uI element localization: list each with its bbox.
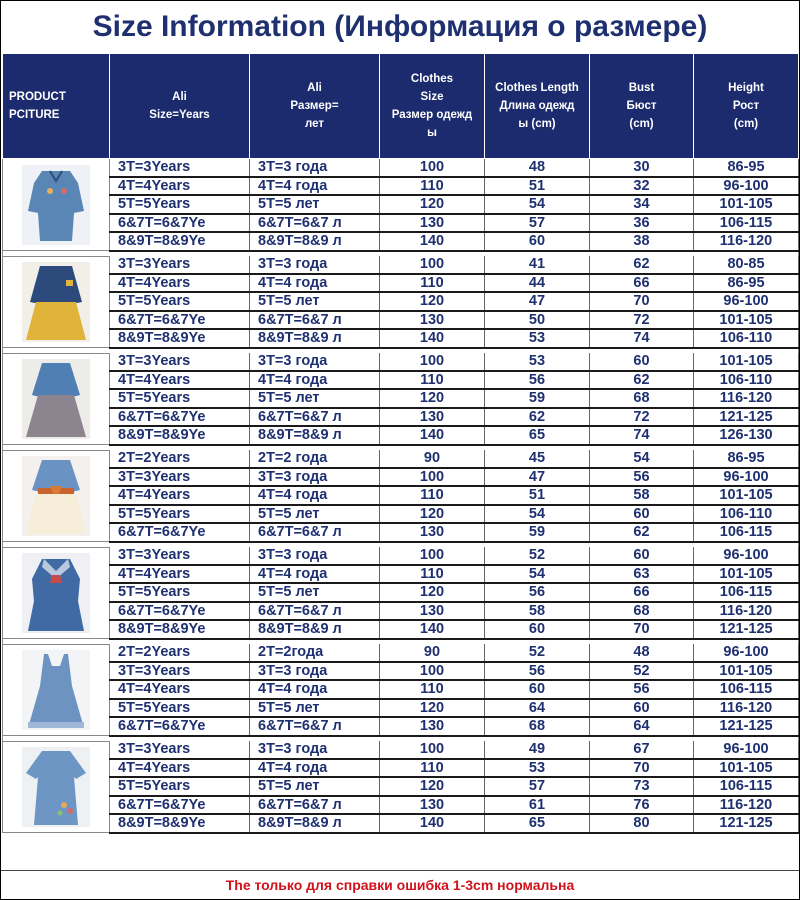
cell-bust: 80	[590, 814, 694, 833]
cell-height: 116-120	[694, 232, 799, 251]
cell-size-years: 4T=4Years	[110, 565, 250, 584]
cell-height: 80-85	[694, 256, 799, 274]
cell-size-years: 8&9T=8&9Ye	[110, 426, 250, 445]
table-row	[3, 274, 799, 293]
cell-height: 116-120	[694, 699, 799, 718]
cell-clothes-size: 120	[380, 389, 485, 408]
cell-clothes-size: 90	[380, 450, 485, 468]
table-row	[3, 292, 799, 311]
cell-size-years: 6&7T=6&7Ye	[110, 408, 250, 427]
table-row	[3, 426, 799, 445]
cell-bust: 72	[590, 408, 694, 427]
cell-length: 56	[485, 371, 590, 390]
cell-size-years: 6&7T=6&7Ye	[110, 523, 250, 542]
table-row	[3, 450, 799, 468]
header-ali-size-years	[110, 54, 250, 159]
cell-size-let: 4T=4 года	[250, 680, 380, 699]
cell-length: 52	[485, 644, 590, 662]
cell-length: 41	[485, 256, 590, 274]
header-line: Height	[728, 82, 764, 94]
cell-clothes-size: 140	[380, 426, 485, 445]
cell-size-let: 4T=4 года	[250, 274, 380, 293]
cell-height: 116-120	[694, 796, 799, 815]
cell-size-years: 3T=3Years	[110, 662, 250, 681]
cell-clothes-size: 100	[380, 741, 485, 759]
cell-height: 96-100	[694, 292, 799, 311]
table-row	[3, 620, 799, 639]
cell-size-let: 5T=5 лет	[250, 505, 380, 524]
cell-size-let: 6&7T=6&7 л	[250, 717, 380, 736]
cell-size-let: 3T=3 года	[250, 662, 380, 681]
cell-bust: 74	[590, 329, 694, 348]
size-table	[2, 53, 799, 834]
header-line: Size	[420, 91, 444, 103]
table-row	[3, 177, 799, 196]
cell-bust: 62	[590, 256, 694, 274]
cell-size-years: 8&9T=8&9Ye	[110, 232, 250, 251]
cell-bust: 58	[590, 486, 694, 505]
cell-height: 101-105	[694, 486, 799, 505]
cell-length: 65	[485, 814, 590, 833]
cell-clothes-size: 100	[380, 547, 485, 565]
table-row	[3, 796, 799, 815]
cell-size-let: 6&7T=6&7 л	[250, 796, 380, 815]
cell-height: 106-110	[694, 505, 799, 524]
cell-size-years: 6&7T=6&7Ye	[110, 214, 250, 233]
cell-size-years: 3T=3Years	[110, 353, 250, 371]
table-row	[3, 583, 799, 602]
table-row	[3, 371, 799, 390]
cell-height: 106-115	[694, 214, 799, 233]
denim-embroidered-dress-photo-icon	[3, 741, 110, 833]
cell-size-let: 5T=5 лет	[250, 699, 380, 718]
cell-bust: 73	[590, 777, 694, 796]
cell-size-let: 4T=4 года	[250, 177, 380, 196]
cell-size-let: 8&9T=8&9 л	[250, 232, 380, 251]
cell-length: 47	[485, 468, 590, 487]
cell-size-years: 4T=4Years	[110, 486, 250, 505]
cell-height: 86-95	[694, 159, 799, 177]
cell-length: 51	[485, 486, 590, 505]
header-line: Size=Years	[149, 109, 210, 121]
cell-size-let: 8&9T=8&9 л	[250, 814, 380, 833]
cell-length: 49	[485, 741, 590, 759]
cell-bust: 52	[590, 662, 694, 681]
table-row	[3, 741, 799, 759]
cell-height: 106-115	[694, 523, 799, 542]
cell-height: 121-125	[694, 717, 799, 736]
cell-clothes-size: 140	[380, 232, 485, 251]
cell-height: 96-100	[694, 644, 799, 662]
cell-size-years: 3T=3Years	[110, 468, 250, 487]
cell-size-let: 8&9T=8&9 л	[250, 329, 380, 348]
header-line: Ali	[172, 91, 187, 103]
header-line: (cm)	[629, 118, 654, 130]
cell-height: 116-120	[694, 389, 799, 408]
cell-length: 68	[485, 717, 590, 736]
cell-clothes-size: 140	[380, 620, 485, 639]
cell-bust: 70	[590, 620, 694, 639]
cell-clothes-size: 110	[380, 565, 485, 584]
cell-clothes-size: 110	[380, 759, 485, 778]
cell-size-years: 4T=4Years	[110, 759, 250, 778]
header-line: ы	[427, 127, 437, 139]
header-line: Размер одежд	[391, 109, 473, 121]
cell-height: 101-105	[694, 759, 799, 778]
cell-clothes-size: 100	[380, 662, 485, 681]
cell-clothes-size: 110	[380, 177, 485, 196]
cell-bust: 32	[590, 177, 694, 196]
cell-size-years: 5T=5Years	[110, 389, 250, 408]
cell-length: 56	[485, 583, 590, 602]
cell-size-let: 5T=5 лет	[250, 389, 380, 408]
cell-length: 59	[485, 523, 590, 542]
cell-length: 65	[485, 426, 590, 445]
table-header-row	[3, 54, 799, 159]
cell-size-let: 4T=4 года	[250, 371, 380, 390]
cell-height: 106-115	[694, 777, 799, 796]
table-row	[3, 565, 799, 584]
cell-length: 60	[485, 232, 590, 251]
cell-bust: 74	[590, 426, 694, 445]
table-row	[3, 814, 799, 833]
denim-bow-collar-dress-photo-icon	[3, 547, 110, 639]
header-line: PRODUCT	[9, 91, 66, 103]
cell-bust: 62	[590, 523, 694, 542]
cell-size-let: 6&7T=6&7 л	[250, 311, 380, 330]
cell-length: 57	[485, 214, 590, 233]
table-row	[3, 717, 799, 736]
table-row	[3, 486, 799, 505]
header-line: Ali	[307, 82, 322, 94]
cell-bust: 68	[590, 602, 694, 621]
cell-size-let: 3T=3 года	[250, 741, 380, 759]
cell-bust: 68	[590, 389, 694, 408]
table-row	[3, 602, 799, 621]
header-line: лет	[304, 118, 325, 130]
header-line: Длина одежд	[499, 100, 575, 112]
cell-height: 121-125	[694, 408, 799, 427]
cell-bust: 70	[590, 292, 694, 311]
cell-bust: 66	[590, 274, 694, 293]
table-row	[3, 195, 799, 214]
table-row	[3, 159, 799, 177]
cell-size-years: 3T=3Years	[110, 256, 250, 274]
page-title: Size Information (Информация о размере)	[92, 10, 708, 43]
disclaimer-note: The только для справки ошибка 1-3cm нормальна	[1, 870, 799, 899]
cell-size-years: 3T=3Years	[110, 159, 250, 177]
cell-size-years: 4T=4Years	[110, 177, 250, 196]
table-row	[3, 505, 799, 524]
cell-clothes-size: 100	[380, 256, 485, 274]
cell-clothes-size: 100	[380, 159, 485, 177]
cell-length: 44	[485, 274, 590, 293]
cell-bust: 60	[590, 547, 694, 565]
cell-height: 116-120	[694, 602, 799, 621]
table-row	[3, 329, 799, 348]
cell-clothes-size: 120	[380, 699, 485, 718]
denim-tulle-dress-photo-icon	[3, 353, 110, 445]
table-row	[3, 680, 799, 699]
cell-clothes-size: 130	[380, 214, 485, 233]
cell-bust: 70	[590, 759, 694, 778]
cell-bust: 60	[590, 699, 694, 718]
cell-height: 121-125	[694, 620, 799, 639]
table-row	[3, 214, 799, 233]
denim-dress-photo-icon	[3, 159, 110, 251]
cell-clothes-size: 110	[380, 274, 485, 293]
cell-clothes-size: 90	[380, 644, 485, 662]
cell-length: 54	[485, 505, 590, 524]
cell-clothes-size: 120	[380, 292, 485, 311]
cell-length: 45	[485, 450, 590, 468]
table-row	[3, 699, 799, 718]
header-height	[694, 54, 799, 159]
cell-length: 53	[485, 353, 590, 371]
denim-jacket-yellow-skirt-photo-icon	[3, 256, 110, 348]
cell-height: 106-115	[694, 583, 799, 602]
cell-length: 59	[485, 389, 590, 408]
cell-length: 62	[485, 408, 590, 427]
cell-length: 52	[485, 547, 590, 565]
cell-bust: 48	[590, 644, 694, 662]
header-line: Рост	[732, 100, 760, 112]
cell-size-let: 4T=4 года	[250, 486, 380, 505]
cell-size-let: 2T=2 года	[250, 450, 380, 468]
cell-length: 58	[485, 602, 590, 621]
cell-clothes-size: 110	[380, 371, 485, 390]
cell-size-let: 2T=2года	[250, 644, 380, 662]
cell-clothes-size: 120	[380, 583, 485, 602]
cell-size-years: 5T=5Years	[110, 699, 250, 718]
cell-bust: 38	[590, 232, 694, 251]
cell-size-years: 6&7T=6&7Ye	[110, 602, 250, 621]
cell-size-let: 5T=5 лет	[250, 292, 380, 311]
table-row	[3, 232, 799, 251]
cell-clothes-size: 130	[380, 311, 485, 330]
cell-size-let: 3T=3 года	[250, 468, 380, 487]
table-row	[3, 777, 799, 796]
cell-height: 101-105	[694, 195, 799, 214]
cell-height: 121-125	[694, 814, 799, 833]
cell-length: 53	[485, 759, 590, 778]
cell-size-years: 4T=4Years	[110, 371, 250, 390]
cell-height: 96-100	[694, 547, 799, 565]
header-ali-size-let	[250, 54, 380, 159]
cell-bust: 56	[590, 680, 694, 699]
cell-length: 60	[485, 680, 590, 699]
cell-size-let: 8&9T=8&9 л	[250, 620, 380, 639]
table-row	[3, 644, 799, 662]
cell-clothes-size: 130	[380, 523, 485, 542]
cell-clothes-size: 120	[380, 195, 485, 214]
cell-bust: 76	[590, 796, 694, 815]
cell-length: 48	[485, 159, 590, 177]
cell-bust: 66	[590, 583, 694, 602]
header-clothes-length	[485, 54, 590, 159]
cell-height: 106-115	[694, 680, 799, 699]
cell-clothes-size: 130	[380, 796, 485, 815]
cell-length: 61	[485, 796, 590, 815]
cell-bust: 60	[590, 353, 694, 371]
cell-clothes-size: 120	[380, 777, 485, 796]
cell-height: 86-95	[694, 450, 799, 468]
cell-bust: 54	[590, 450, 694, 468]
header-bust	[590, 54, 694, 159]
cell-clothes-size: 120	[380, 505, 485, 524]
cell-size-years: 8&9T=8&9Ye	[110, 814, 250, 833]
cell-length: 60	[485, 620, 590, 639]
cell-bust: 56	[590, 468, 694, 487]
cell-length: 54	[485, 565, 590, 584]
cell-size-let: 3T=3 года	[250, 256, 380, 274]
cell-size-years: 5T=5Years	[110, 777, 250, 796]
denim-bow-cream-skirt-photo-icon	[3, 450, 110, 542]
cell-clothes-size: 140	[380, 329, 485, 348]
cell-height: 101-105	[694, 353, 799, 371]
cell-length: 51	[485, 177, 590, 196]
cell-size-let: 4T=4 года	[250, 759, 380, 778]
header-line: (cm)	[733, 118, 759, 130]
cell-clothes-size: 130	[380, 602, 485, 621]
cell-size-years: 4T=4Years	[110, 680, 250, 699]
cell-clothes-size: 130	[380, 717, 485, 736]
cell-height: 86-95	[694, 274, 799, 293]
cell-size-years: 6&7T=6&7Ye	[110, 717, 250, 736]
cell-size-let: 5T=5 лет	[250, 583, 380, 602]
cell-size-let: 3T=3 года	[250, 353, 380, 371]
cell-height: 101-105	[694, 565, 799, 584]
cell-clothes-size: 100	[380, 353, 485, 371]
cell-length: 56	[485, 662, 590, 681]
cell-size-years: 2T=2Years	[110, 450, 250, 468]
cell-size-years: 3T=3Years	[110, 741, 250, 759]
cell-bust: 62	[590, 371, 694, 390]
header-line: Clothes Length	[495, 82, 579, 94]
cell-bust: 34	[590, 195, 694, 214]
header-line: Бюст	[626, 100, 657, 112]
header-line: PCITURE	[9, 109, 60, 121]
cell-clothes-size: 130	[380, 408, 485, 427]
cell-size-let: 5T=5 лет	[250, 195, 380, 214]
cell-size-years: 8&9T=8&9Ye	[110, 620, 250, 639]
table-row	[3, 468, 799, 487]
cell-size-let: 3T=3 года	[250, 159, 380, 177]
cell-bust: 30	[590, 159, 694, 177]
cell-size-let: 5T=5 лет	[250, 777, 380, 796]
cell-height: 96-100	[694, 177, 799, 196]
header-product-picture	[3, 54, 110, 159]
table-row	[3, 389, 799, 408]
table-row	[3, 547, 799, 565]
table-row	[3, 311, 799, 330]
table-row	[3, 408, 799, 427]
cell-length: 54	[485, 195, 590, 214]
cell-clothes-size: 110	[380, 680, 485, 699]
table-row	[3, 353, 799, 371]
cell-length: 64	[485, 699, 590, 718]
header-line: ы (cm)	[518, 118, 556, 130]
cell-size-let: 3T=3 года	[250, 547, 380, 565]
cell-height: 96-100	[694, 741, 799, 759]
cell-bust: 63	[590, 565, 694, 584]
cell-bust: 36	[590, 214, 694, 233]
cell-length: 57	[485, 777, 590, 796]
header-line: Clothes	[410, 73, 454, 85]
table-row	[3, 759, 799, 778]
cell-height: 101-105	[694, 311, 799, 330]
table-row	[3, 256, 799, 274]
cell-height: 106-110	[694, 329, 799, 348]
header-line: Bust	[628, 82, 655, 94]
cell-size-years: 5T=5Years	[110, 505, 250, 524]
cell-bust: 64	[590, 717, 694, 736]
cell-clothes-size: 140	[380, 814, 485, 833]
cell-length: 53	[485, 329, 590, 348]
table-row	[3, 662, 799, 681]
cell-height: 96-100	[694, 468, 799, 487]
cell-size-let: 8&9T=8&9 л	[250, 426, 380, 445]
cell-size-let: 4T=4 года	[250, 565, 380, 584]
cell-size-years: 6&7T=6&7Ye	[110, 311, 250, 330]
cell-clothes-size: 100	[380, 468, 485, 487]
cell-clothes-size: 110	[380, 486, 485, 505]
cell-size-let: 6&7T=6&7 л	[250, 214, 380, 233]
cell-height: 106-110	[694, 371, 799, 390]
cell-bust: 72	[590, 311, 694, 330]
header-line: Размер=	[290, 100, 339, 112]
cell-size-years: 5T=5Years	[110, 292, 250, 311]
cell-length: 50	[485, 311, 590, 330]
header-clothes-size	[380, 54, 485, 159]
cell-size-years: 3T=3Years	[110, 547, 250, 565]
cell-bust: 67	[590, 741, 694, 759]
table-row	[3, 523, 799, 542]
cell-size-years: 5T=5Years	[110, 195, 250, 214]
cell-size-let: 6&7T=6&7 л	[250, 523, 380, 542]
cell-bust: 60	[590, 505, 694, 524]
cell-size-years: 4T=4Years	[110, 274, 250, 293]
cell-size-years: 6&7T=6&7Ye	[110, 796, 250, 815]
cell-size-let: 6&7T=6&7 л	[250, 602, 380, 621]
cell-length: 47	[485, 292, 590, 311]
cell-height: 126-130	[694, 426, 799, 445]
cell-size-let: 6&7T=6&7 л	[250, 408, 380, 427]
denim-sleeveless-dress-photo-icon	[3, 644, 110, 736]
cell-size-years: 5T=5Years	[110, 583, 250, 602]
cell-size-years: 2T=2Years	[110, 644, 250, 662]
cell-height: 101-105	[694, 662, 799, 681]
cell-size-years: 8&9T=8&9Ye	[110, 329, 250, 348]
